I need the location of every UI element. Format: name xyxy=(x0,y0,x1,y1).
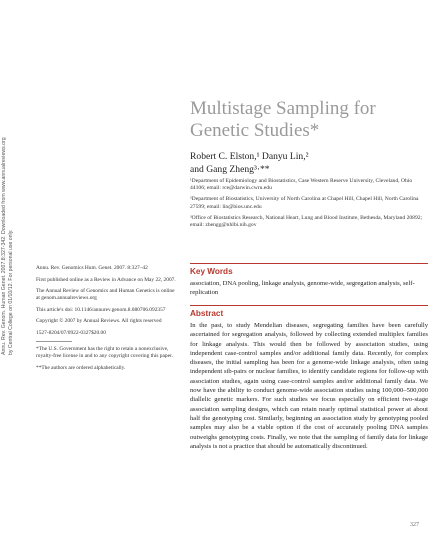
page-number: 327 xyxy=(410,522,419,528)
footnote-authors: **The authors are ordered alphabetically. xyxy=(36,364,126,371)
footnote-government: *The U.S. Government has the right to retain a nonexclusive, royalty-free license in and to any copyright covering this paper. xyxy=(36,346,173,359)
title-line-1: Multistage Sampling for xyxy=(190,98,376,119)
abstract-heading: Abstract xyxy=(190,305,428,318)
download-notice-line1: Annu. Rev. Genom. Human Genet. 2007.8:327-342. Downloaded from www.annualreviews.org xyxy=(1,137,7,355)
keywords-heading: Key Words xyxy=(190,263,428,276)
affiliations xyxy=(190,178,426,233)
authors-line-1: Robert C. Elston,¹ Danyu Lin,² xyxy=(190,151,309,162)
download-notice xyxy=(1,137,23,355)
title-line-2: Genetic Studies* xyxy=(190,120,320,141)
affiliation-2: ²Department of Biostatistics, University of North Carolina at Chapel Hill, Chapel Hill, North Carolina 27599; email: lin@bios.unc.edu xyxy=(190,196,419,210)
keywords-text: association, DNA pooling, linkage analysis, genome-wide, segregation analysis, self-replication xyxy=(190,280,415,296)
author-list xyxy=(190,151,430,176)
article-title xyxy=(190,98,430,142)
footnote-divider xyxy=(36,341,72,342)
abstract-section xyxy=(190,305,428,451)
doi: This article's doi: 10.1146/annurev.genom.8.080706.092357 xyxy=(36,306,166,313)
issn: 1527-8204/07/0922-0327$20.00 xyxy=(36,329,106,336)
article-metadata xyxy=(36,265,176,376)
online-notice: The Annual Review of Genomics and Human Genetics is online at genom.annualreviews.org xyxy=(36,288,175,301)
download-notice-line2: by Central College on 01/10/12. For personal use only. xyxy=(8,229,14,355)
affiliation-3: ³Office of Biostatistics Research, National Heart, Lung and Blood Institute, Bethesda, Maryland 20892; email: zhengg@nhlbi.nih.gov xyxy=(190,214,423,229)
first-published: First published online as a Review in Advance on May 22, 2007. xyxy=(36,276,176,283)
download-sidebar xyxy=(1,137,23,355)
keywords-section xyxy=(190,263,428,297)
authors-line-2: and Gang Zheng³·** xyxy=(190,163,270,175)
affiliation-1: ¹Department of Epidemiology and Biostatistics, Case Western Reserve University, Cleveland, Ohio 44106; email: rce@darwin.cwru.edu xyxy=(190,178,413,192)
abstract-text: In the past, to study Mendelian diseases, segregating families have been carefully ascertained for segregation analysis, followed by collecting extended multiplex families for linkage analysis. This would then be followed by association studies, using independent case-control samples and/or additional family data. Recently, for complex diseases, the initial sampling has been for a genome-wide linkage analysis, often using independent sib-pairs or nuclear families, to identify candidate regions for follow-up with association studies, again using case-control samples and/or additional family data. We now have the ability to conduct genome-wide association studies using 100,000–500,000 diallelic genetic markers. For such studies we focus especially on efficient two-stage association sampling designs, which can retain nearly optimal statistical power at about half the genotyping cost. Similarly, beginning an association study by genotyping pooled samples may also be a viable option if the cost of accurately pooling DNA samples outweighs genotyping costs. Finally, we note that the sampling of family data for linkage analysis is not a practice that should be automatically discontinued. xyxy=(190,322,428,450)
copyright: Copyright © 2007 by Annual Reviews. All rights reserved xyxy=(36,318,162,324)
journal-citation: Annu. Rev. Genomics Hum. Genet. 2007. 8:327–42 xyxy=(36,265,148,271)
